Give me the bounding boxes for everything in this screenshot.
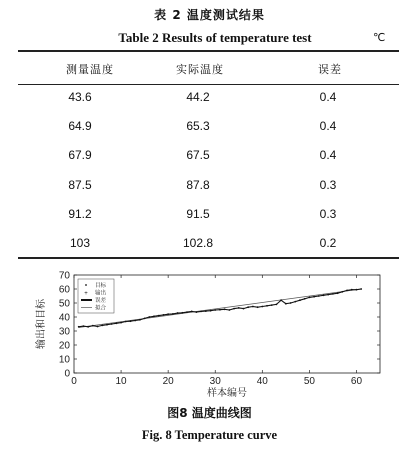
data-point [139,319,141,321]
data-point [97,326,99,328]
data-point [233,308,235,310]
y-tick-label: 70 [58,270,70,282]
data-point [120,322,122,324]
data-point [360,288,362,290]
x-axis-label: 样本编号 [207,388,247,399]
y-tick-label: 0 [64,368,70,380]
legend-label: 输出 [95,290,107,297]
plot-frame [74,275,380,373]
data-point [115,322,117,324]
legend-marker [85,284,87,286]
data-point [247,306,249,308]
data-point [210,310,212,312]
data-point [346,290,348,292]
data-point [219,309,221,311]
data-point [214,309,216,311]
data-point [101,325,103,327]
data-point [243,308,245,310]
table-cell: 0.4 [319,148,337,162]
data-point [92,325,94,327]
header-measured-temp: 测量温度 [66,63,114,76]
data-point [261,306,263,308]
data-point [228,309,230,311]
table-cell: 0.2 [319,236,337,250]
temperature-chart [28,268,388,400]
table-cell: 67.9 [68,148,92,162]
table-cell: 91.2 [68,207,92,221]
x-tick-label: 50 [303,376,315,387]
data-point [356,289,358,291]
data-point [280,299,282,301]
x-tick-label: 40 [256,376,268,387]
data-point [177,312,179,314]
table-top-rule [18,50,399,52]
data-point [83,325,85,327]
table-unit: ℃ [373,31,386,44]
x-tick-label: 20 [162,376,174,387]
figure-caption-en: Fig. 8 Temperature curve [141,428,278,442]
data-point [318,295,320,297]
table-caption-en: Table 2 Results of temperature test [118,30,312,45]
data-point [205,310,207,312]
data-point [341,291,343,293]
data-point [290,302,292,304]
table-cell: 67.5 [186,148,210,162]
x-tick-label: 10 [115,376,127,387]
data-point [163,314,165,316]
table-cell: 103 [69,236,91,250]
table-cell: 43.6 [68,90,92,104]
data-point [172,313,174,315]
y-tick-label: 60 [58,284,70,296]
table-cell: 64.9 [68,119,92,133]
data-point [148,316,150,318]
figure-caption-cn: 图8 温度曲线图 [167,406,252,420]
y-tick-label: 50 [58,298,70,310]
data-point [191,311,193,313]
x-tick-label: 30 [209,376,221,387]
y-axis-label: 输出和目标 [36,299,47,349]
table-cell: 65.3 [186,119,210,133]
data-point [271,304,273,306]
table-cell: 0.4 [319,119,337,133]
data-point [308,297,310,299]
y-tick-label: 20 [58,340,70,352]
data-point [252,306,254,308]
data-point [285,303,287,305]
data-point [299,299,301,301]
data-point [186,311,188,313]
table-cell: 44.2 [186,90,210,104]
header-error: 误差 [318,63,342,76]
table-cell: 0.4 [319,90,337,104]
data-point [153,315,155,317]
data-point [167,313,169,315]
table-cell: 87.8 [186,178,210,192]
data-point [158,315,160,317]
legend-label: 误差 [95,298,107,305]
data-point [78,326,80,328]
data-point [238,307,240,309]
data-point [257,306,259,308]
data-point [323,294,325,296]
y-tick-label: 10 [58,354,70,366]
legend-marker: + [84,291,88,297]
data-point [196,311,198,313]
table-bottom-rule [18,257,399,259]
data-point [304,298,306,300]
table-cell: 0.3 [319,178,337,192]
data-point [181,312,183,314]
data-point [111,323,113,325]
data-point [351,289,353,291]
table-cell: 87.5 [68,178,92,192]
data-point [130,320,132,322]
data-point [276,304,278,306]
data-point [125,321,127,323]
data-point [294,301,296,303]
table-cell: 0.3 [319,207,337,221]
data-point [134,320,136,322]
data-point [337,292,339,294]
data-point [106,324,108,326]
data-point [224,308,226,310]
data-point [144,318,146,320]
data-point [266,305,268,307]
header-actual-temp: 实际温度 [176,63,224,76]
table-header-rule [18,84,399,85]
table-cell: 91.5 [186,207,210,221]
x-tick-label: 0 [71,376,77,387]
data-point [200,311,202,313]
y-tick-label: 40 [58,312,70,324]
data-point [87,326,89,328]
y-tick-label: 30 [58,326,70,338]
legend-label: 拟合 [95,305,107,312]
table-caption-cn: 表 2 温度测试结果 [154,8,265,22]
x-tick-label: 60 [350,376,363,387]
data-point [327,294,329,296]
data-point [332,293,334,295]
data-point [313,296,315,298]
table-cell: 102.8 [182,236,214,250]
legend-label: 目标 [95,283,107,290]
